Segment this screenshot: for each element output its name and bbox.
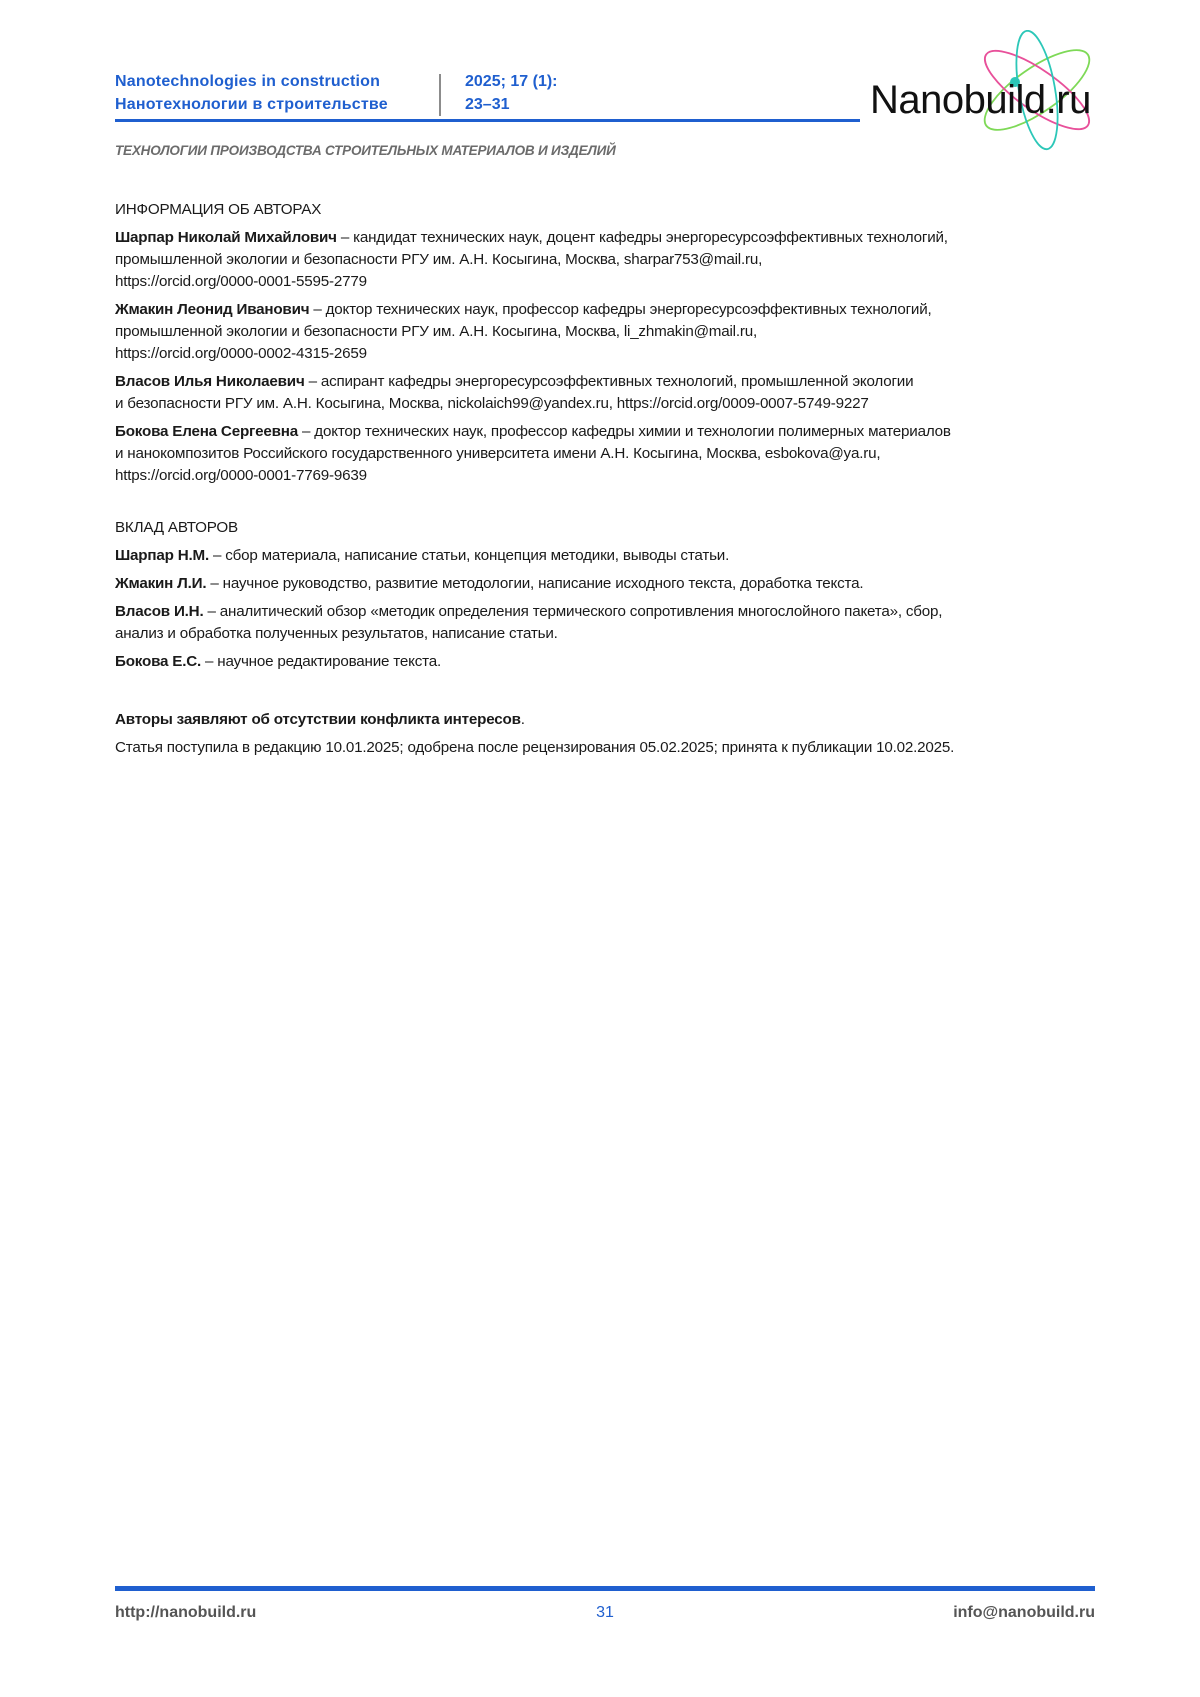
author-details: – кандидат технических наук, доцент кафедры энергоресурсоэффективных технологий, — [336, 229, 948, 246]
section-rubric: ТЕХНОЛОГИИ ПРОИЗВОДСТВА СТРОИТЕЛЬНЫХ МАТЕРИАЛОВ И ИЗДЕЛИЙ — [115, 143, 616, 158]
author-info-entry — [115, 227, 1100, 293]
contribution-text: – научное руководство, развитие методологии, написание исходного текста, доработка текста. — [206, 575, 864, 592]
contribution-title: ВКЛАД АВТОРОВ — [115, 519, 238, 536]
contribution-entry — [115, 651, 1100, 673]
journal-title-en: Nanotechnologies in construction — [115, 73, 381, 90]
author-details: и нанокомпозитов Российского государственного университета имени А.Н. Косыгина, Москва, esbokova@ya.ru, — [115, 445, 881, 462]
page-footer — [115, 1604, 1095, 1628]
author-info-entry — [115, 299, 1100, 365]
contribution-text: – аналитический обзор «методик определения термического сопротивления многослойного пакета», сбор, — [203, 603, 943, 620]
contributor-name: Бокова Е.С. — [115, 653, 202, 670]
author-orcid: https://orcid.org/0000-0001-5595-2779 — [115, 273, 367, 290]
header-rule — [115, 119, 860, 122]
contribution-text: – сбор материала, написание статьи, концепция методики, выводы статьи. — [208, 547, 730, 564]
author-details: – доктор технических наук, профессор кафедры энергоресурсоэффективных технологий, — [309, 301, 932, 318]
page-number: 31 — [596, 1604, 614, 1621]
author-details: – аспирант кафедры энергоресурсоэффективных технологий, промышленной экологии — [304, 373, 914, 390]
article-dates: Статья поступила в редакцию 10.01.2025; одобрена после рецензирования 05.02.2025; принята к публикации 10.02.2025. — [115, 739, 955, 756]
author-orcid: https://orcid.org/0000-0001-7769-9639 — [115, 467, 367, 484]
conflict-text: Авторы заявляют об отсутствии конфликта интересов — [115, 711, 521, 728]
author-details: и безопасности РГУ им. А.Н. Косыгина, Москва, nickolaich99@yandex.ru, https://orcid.org/0009-0007-5749-9227 — [115, 395, 869, 412]
issue-pages: 23–31 — [465, 96, 510, 113]
contributor-name: Жмакин Л.И. — [115, 575, 207, 592]
author-details: промышленной экологии и безопасности РГУ им. А.Н. Косыгина, Москва, sharpar753@mail.ru, — [115, 251, 763, 268]
contribution-entry — [115, 545, 1100, 567]
author-info-entry — [115, 371, 1100, 415]
issue-info — [465, 70, 558, 116]
author-details: – доктор технических наук, профессор кафедры химии и технологии полимерных материалов — [298, 423, 951, 440]
footer-email-link[interactable]: info@nanobuild.ru — [953, 1604, 1095, 1621]
logo-text: Nanobuild.ru — [870, 78, 1091, 122]
nanobuild-logo — [862, 30, 1112, 155]
footer-rule — [115, 1586, 1095, 1591]
contribution-text: – научное редактирование текста. — [201, 653, 441, 670]
footer-site-link[interactable]: http://nanobuild.ru — [115, 1604, 257, 1621]
contribution-entry — [115, 573, 1100, 595]
spacer — [115, 679, 1100, 709]
author-name: Жмакин Леонид Иванович — [115, 301, 310, 318]
author-name: Шарпар Николай Михайлович — [115, 229, 337, 246]
issue-volume: 2025; 17 (1): — [465, 73, 558, 90]
conflict-statement — [115, 709, 1100, 731]
conflict-period: . — [520, 711, 525, 728]
spacer — [115, 493, 1100, 517]
author-name: Власов Илья Николаевич — [115, 373, 305, 390]
journal-title-ru: Нанотехнологии в строительстве — [115, 96, 388, 113]
article-back-matter — [115, 199, 1100, 765]
contributor-name: Шарпар Н.М. — [115, 547, 209, 564]
contributor-name: Власов И.Н. — [115, 603, 204, 620]
contribution-text: анализ и обработка полученных результатов, написание статьи. — [115, 625, 558, 642]
author-details: промышленной экологии и безопасности РГУ им. А.Н. Косыгина, Москва, li_zhmakin@mail.ru, — [115, 323, 757, 340]
header-divider — [439, 74, 441, 116]
author-orcid: https://orcid.org/0000-0002-4315-2659 — [115, 345, 367, 362]
author-info-entry — [115, 421, 1100, 487]
author-name: Бокова Елена Сергеевна — [115, 423, 299, 440]
journal-title — [115, 70, 425, 116]
contribution-entry — [115, 601, 1100, 645]
authors-info-title: ИНФОРМАЦИЯ ОБ АВТОРАХ — [115, 201, 322, 218]
